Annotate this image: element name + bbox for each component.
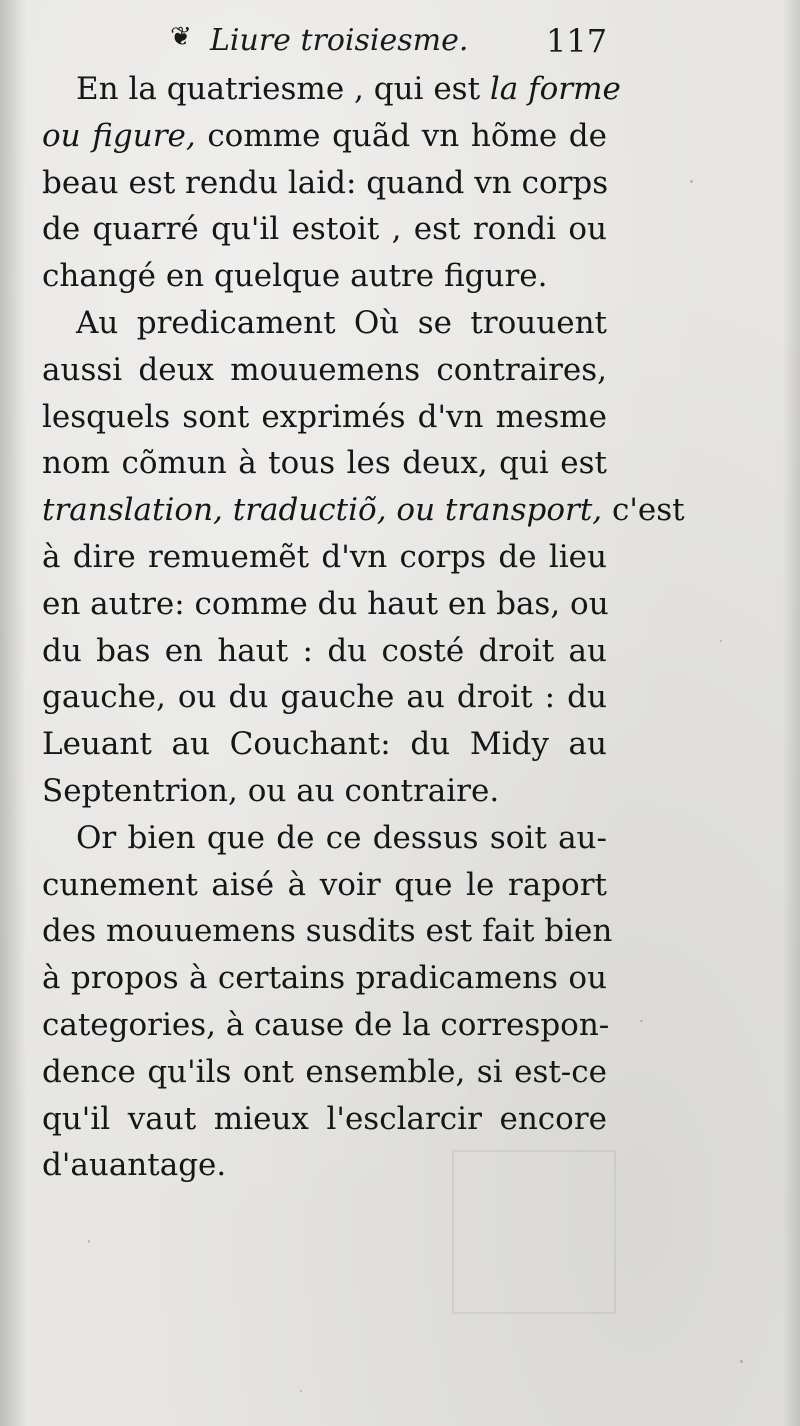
- text-segment: c'est: [602, 492, 685, 529]
- text-line: [42, 1096, 607, 1143]
- text-line: [42, 815, 607, 862]
- text-segment: en autre: comme du haut en bas, ou: [42, 585, 609, 622]
- paper-speck: [300, 1390, 302, 1392]
- text-line: [42, 113, 607, 160]
- page-number: 117: [546, 22, 608, 60]
- text-segment: Au predicament Où se trouuent: [76, 304, 607, 341]
- text-line: [42, 440, 607, 487]
- paragraph: [42, 300, 685, 815]
- text-segment: Leuant au Couchant: du Midy au: [42, 726, 607, 763]
- text-line: [42, 394, 607, 441]
- text-line: [42, 581, 607, 628]
- text-line: [42, 487, 685, 534]
- text-line: [42, 955, 607, 1002]
- text-line: [42, 908, 613, 955]
- paper-speck: [720, 640, 722, 642]
- text-line: [42, 206, 607, 253]
- text-line: [42, 862, 607, 909]
- text-segment: de quarré qu'il estoit , est rondi ou: [42, 211, 607, 248]
- text-segment: dence qu'ils ont ensemble, si est-ce: [42, 1053, 607, 1090]
- text-line: [42, 160, 607, 207]
- text-line: [42, 300, 607, 347]
- text-segment: beau est rendu laid: quand vn corps: [42, 164, 609, 201]
- text-line: [42, 66, 621, 113]
- paragraph: [42, 815, 613, 1189]
- italic-segment: la forme: [489, 71, 621, 107]
- text-segment: aussi deux mouuemens contraires,: [42, 351, 607, 388]
- edge-shadow: [782, 0, 800, 1426]
- paper-speck: [88, 1240, 90, 1243]
- text-line: [42, 253, 607, 300]
- text-segment: lesquels sont exprimés d'vn mesme: [42, 398, 607, 435]
- running-head: [0, 14, 800, 64]
- text-segment: nom cõmun à tous les deux, qui est: [42, 445, 607, 482]
- gutter-shadow: [0, 0, 26, 1426]
- text-segment: En la quatriesme , qui est: [76, 71, 490, 107]
- text-segment: du bas en haut : du costé droit au: [42, 632, 607, 669]
- text-line: [42, 1049, 607, 1096]
- text-line: [42, 768, 607, 815]
- paper-speck: [640, 1020, 643, 1022]
- text-line: [42, 347, 607, 394]
- text-segment: à propos à certains pradicamens ou: [42, 960, 607, 997]
- text-line: [42, 628, 607, 675]
- text-segment: comme quãd vn hõme de: [195, 117, 607, 154]
- text-line: [42, 674, 607, 721]
- text-segment: Or bien que de ce dessus soit au-: [76, 819, 607, 856]
- italic-segment: ou figure,: [42, 117, 196, 154]
- text-segment: categories, à cause de la correspon-: [42, 1006, 610, 1043]
- running-head-title: Liure troisiesme.: [210, 23, 469, 58]
- text-segment: changé en quelque autre figure.: [42, 258, 548, 295]
- paper-speck: [690, 180, 693, 183]
- text-line: [42, 1142, 607, 1189]
- body-text: [42, 66, 685, 1189]
- text-segment: d'auantage.: [42, 1147, 227, 1184]
- text-segment: à dire remuemẽt d'vn corps de lieu: [42, 538, 607, 575]
- text-segment: Septentrion, ou au contraire.: [42, 772, 500, 809]
- text-segment: qu'il vaut mieux l'esclarcir encore: [42, 1100, 607, 1137]
- fleuron-ornament-icon: ❦: [170, 22, 192, 52]
- text-segment: cunement aisé à voir que le raport: [42, 866, 607, 903]
- text-segment: des mouuemens susdits est fait bien: [42, 913, 613, 950]
- text-line: [42, 534, 607, 581]
- text-segment: gauche, ou du gauche au droit : du: [42, 679, 607, 716]
- paragraph: [42, 66, 621, 300]
- text-line: [42, 1002, 610, 1049]
- italic-segment: translation, traductiõ, ou transport,: [42, 492, 603, 529]
- text-line: [42, 721, 607, 768]
- paper-speck: [740, 1360, 743, 1363]
